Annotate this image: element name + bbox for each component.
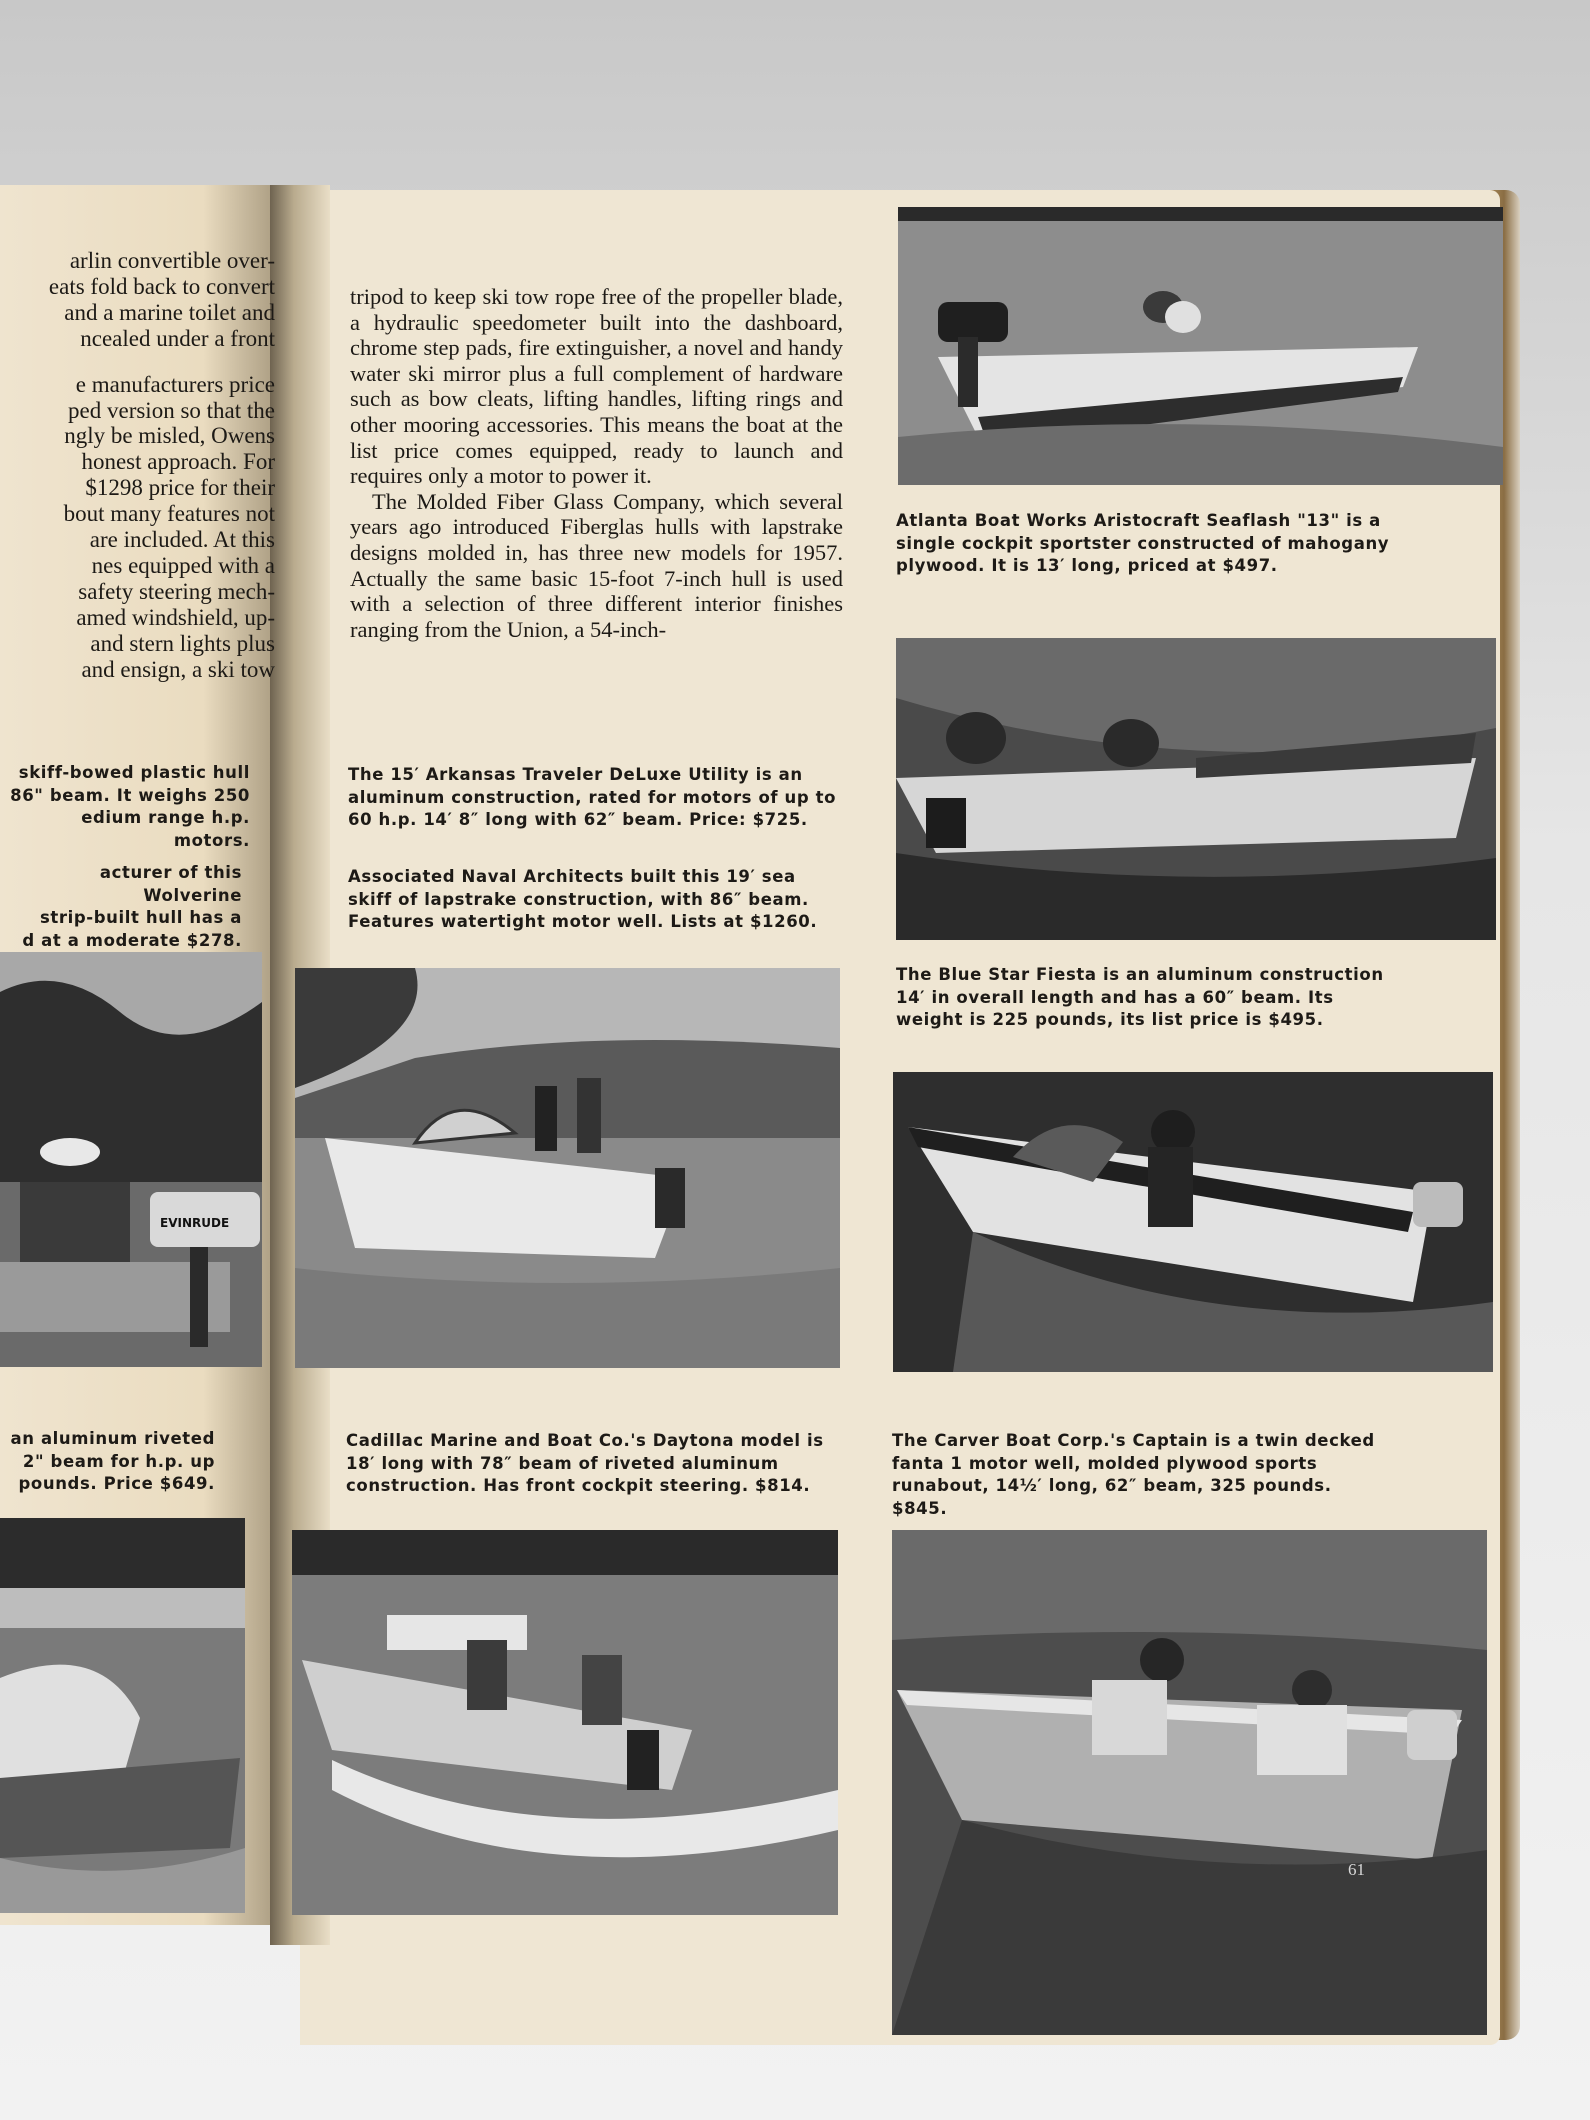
left-caption-3 [0,1428,215,1496]
photo-left-boat-canopy [0,1518,245,1913]
caption-arkansas-traveler: The 15′ Arkansas Traveler DeLuxe Utility is an aluminum construction, rated for motors of up to 60 h.p. 14′ 8″ long with 62″ beam. Price: $725. [348,765,837,829]
caption-line: pounds. Price $649. [18,1474,215,1493]
photo-sea-skiff [295,968,840,1368]
body-paragraph-2: The Molded Fiber Glass Company, which several years ago introduced Fiberglas hulls with lapstrake designs molded in, has three new models for 1957. Actually the same basic 15-foot 7-inch hull is used with a selection of three different interior finishes ranging from the Union, a 54-inch- [350,488,843,642]
caption-cadillac-marine: Cadillac Marine and Boat Co.'s Daytona model is 18′ long with 78″ beam of riveted aluminum construction. Has front cockpit steering. $814. [346,1431,824,1495]
left-line: ngly be misled, Owens [64,423,275,449]
left-caption-2 [0,862,242,952]
left-line: e manufacturers price [75,371,275,397]
caption-line: 2" beam for h.p. up [22,1451,215,1471]
left-line: eats fold back to convert [48,273,275,299]
photo-daytona-boat [292,1530,838,1915]
page-number: 61 [1348,1860,1365,1879]
left-line: bout many features not [63,501,275,527]
photo-carver-captain [892,1530,1487,2035]
caption-line: skiff-bowed plastic hull [18,763,250,782]
left-line: safety steering mech- [78,578,275,604]
left-line: and stern lights plus [90,630,275,656]
body-paragraph-1: tripod to keep ski tow rope free of the propeller blade, a hydraulic speedometer built into the dashboard, chrome step pads, fire extinguisher, a novel and handy water ski mirror plus a full complement of hardware such as bow cleats, lifting handles, lifting rings and other mooring accessories. This means the boat at the list price comes equipped, ready to launch and requires only a motor to power it. [350,284,843,489]
caption-line: 86" beam. It weighs 250 [10,785,250,805]
left-line: nes equipped with a [91,552,275,578]
photo-blue-star-fiesta [893,1072,1493,1372]
caption-carver-captain: The Carver Boat Corp.'s Captain is a twin decked fanta 1 motor well, molded plywood sports runabout, 14½′ long, 62″ beam, 325 pounds. $845. [892,1431,1375,1518]
caption-line: d at a moderate $278. [22,930,242,950]
left-line: $1298 price for their [85,475,275,501]
left-line: ped version so that the [68,397,275,423]
caption-line: an aluminum riveted [10,1429,215,1448]
left-line: amed windshield, up- [76,604,275,630]
left-line: ncealed under a front [80,325,275,351]
photo-arkansas-traveler [896,638,1496,940]
middle-body-text [350,284,843,642]
left-line [0,352,275,372]
left-line: are included. At this [89,527,275,553]
caption-line: acturer of this Wolverine [99,863,242,905]
photo-evinrude-boat [0,952,262,1367]
left-line: and a marine toilet and [64,299,275,325]
left-caption-1 [0,762,250,852]
left-body-text [0,248,275,683]
photo-aristocraft-seaflash [898,207,1503,485]
caption-blue-star-fiesta: The Blue Star Fiesta is an aluminum construction 14′ in overall length and has a 60″ beam. Its weight is 225 pounds, its list price is $495. [896,965,1384,1029]
evinrude-engine-text: EVINRUDE [160,1216,230,1230]
caption-associated-naval: Associated Naval Architects built this 19′ sea skiff of lapstrake construction, with 86″ beam. Features watertight motor well. Lists at $1260. [348,867,818,931]
left-line: honest approach. For [81,449,275,475]
caption-atlanta-boat-works: Atlanta Boat Works Aristocraft Seaflash "13" is a single cockpit sportster constructed of mahogany plywood. It is 13′ long, priced at $497. [896,511,1390,575]
left-line: arlin convertible over- [69,248,275,273]
left-line: and ensign, a ski tow [81,656,275,682]
caption-line: strip-built hull has a [40,908,242,927]
caption-line: edium range h.p. motors. [81,808,250,850]
